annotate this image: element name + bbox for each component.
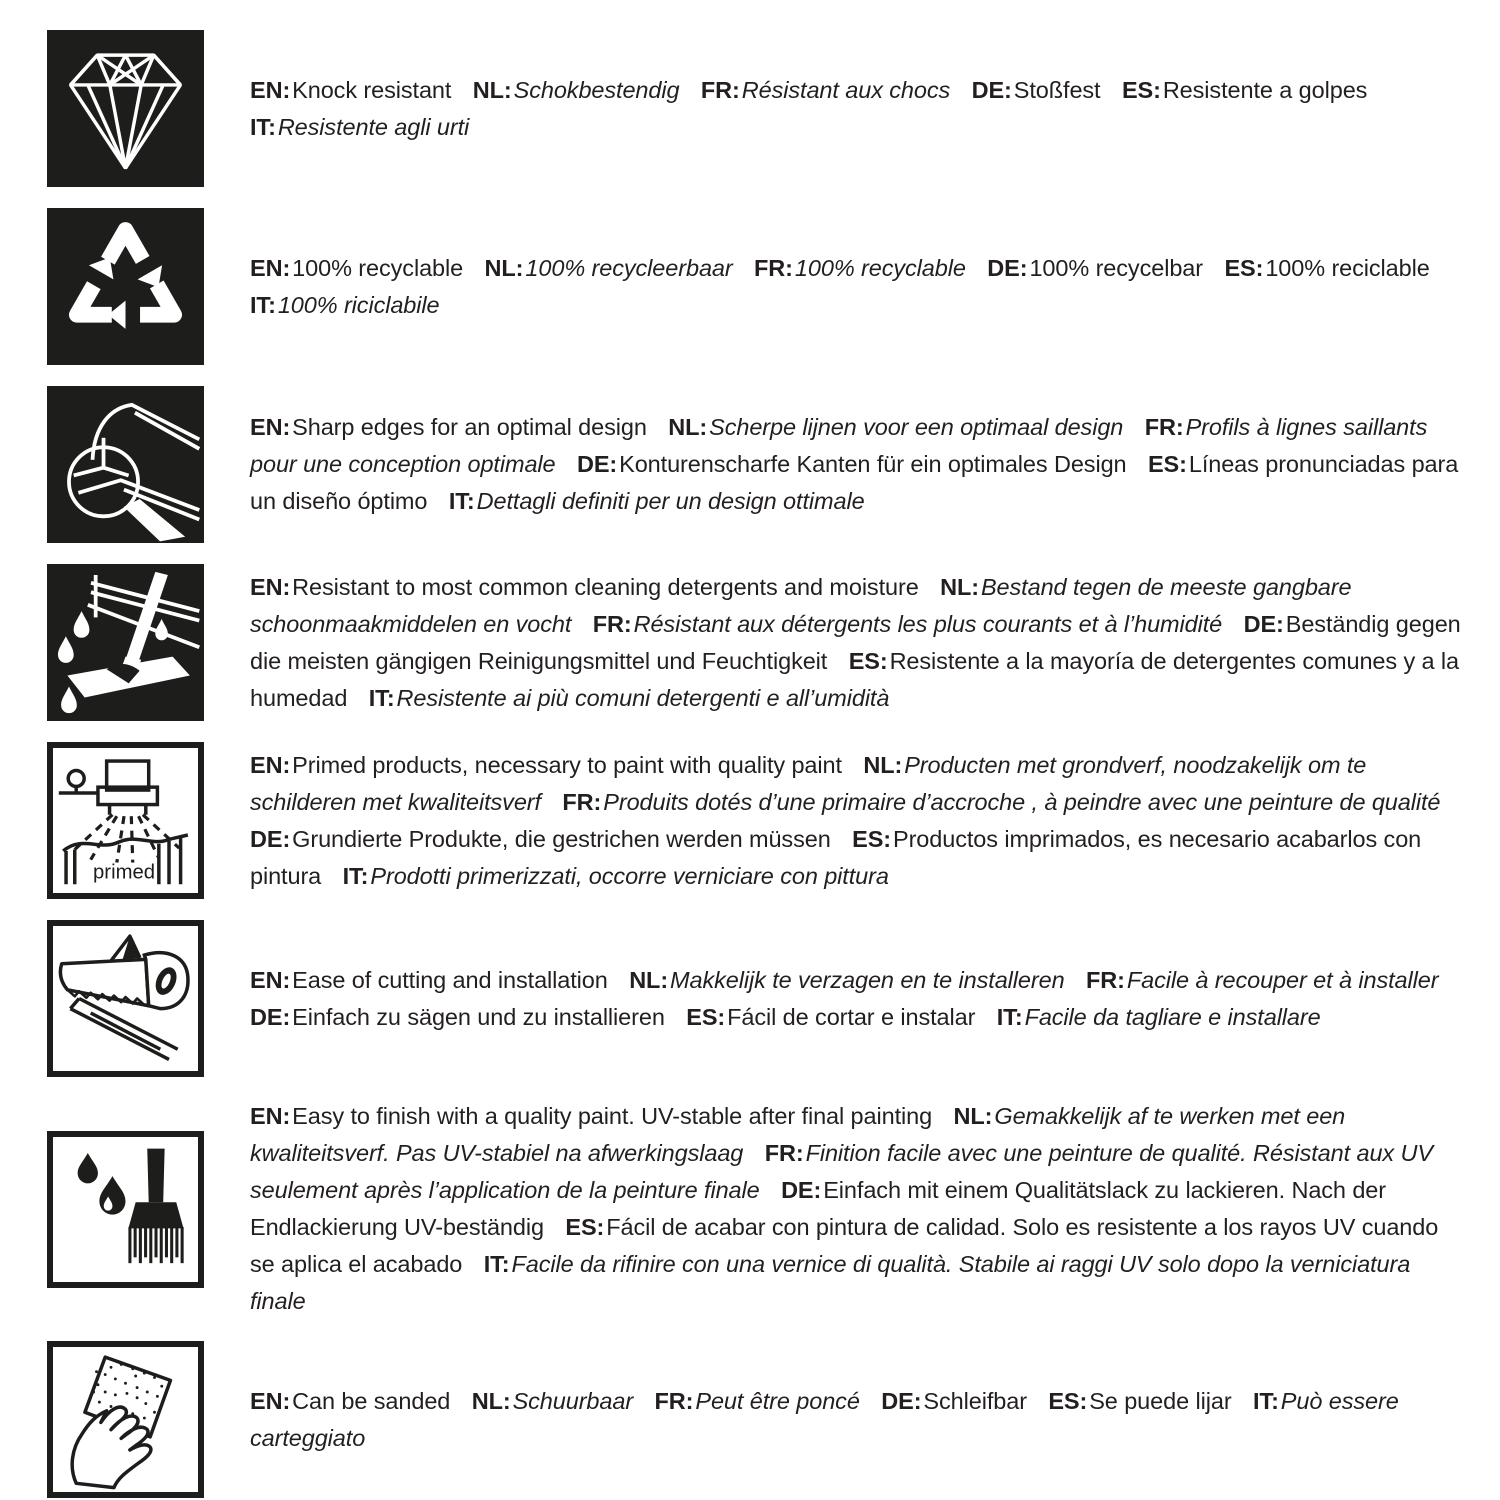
language-segment <box>369 685 890 711</box>
feature-text: Resistente ai più comuni detergenti e all’umidità <box>396 684 890 711</box>
feature-row <box>47 208 1462 365</box>
feature-text: Resistant to most common cleaning detergents and moisture <box>292 573 919 600</box>
feature-row <box>47 564 1462 721</box>
feature-text: Peut être poncé <box>695 1387 860 1414</box>
language-label: ES: <box>565 1214 605 1240</box>
feature-text: Résistant aux détergents les plus courants et à l’humidité <box>633 610 1223 637</box>
language-segment <box>250 77 451 103</box>
feature-description <box>250 409 1462 520</box>
feature-description <box>250 72 1462 146</box>
sanding-hand-icon-tile <box>47 1341 204 1498</box>
feature-text: Produits dotés d’une primaire d’accroche , à peindre avec une peinture de qualité <box>603 788 1441 815</box>
language-label: EN: <box>250 76 291 103</box>
language-segment <box>473 77 680 103</box>
feature-text: Einfach zu sägen und zu installieren <box>292 1003 665 1030</box>
language-segment <box>250 826 831 852</box>
language-label: IT: <box>250 291 276 318</box>
feature-text: Makkelijk te verzagen en te installeren <box>670 966 1065 993</box>
language-label: EN: <box>250 1387 291 1414</box>
language-segment <box>655 1388 860 1414</box>
feature-text: Se puede lijar <box>1089 1387 1232 1414</box>
language-label: DE: <box>971 76 1012 103</box>
language-label: NL: <box>629 966 669 993</box>
feature-text: Résistant aux chocs <box>741 76 951 103</box>
language-label: IT: <box>483 1251 510 1277</box>
feature-text: Finition facile avec une peinture de qualité. Résistant aux UV seulement après l’application de la peinture finale <box>250 1140 1433 1203</box>
language-label: NL: <box>940 573 979 600</box>
feature-text: Grundierte Produkte, die gestrichen werden müssen <box>292 825 831 852</box>
feature-text: 100% riciclabile <box>277 291 440 318</box>
language-segment <box>250 255 463 281</box>
mop-cleaning-icon-tile <box>47 564 204 721</box>
language-segment <box>754 255 966 281</box>
language-label: FR: <box>754 254 793 281</box>
language-label: EN: <box>250 414 291 440</box>
language-label: ES: <box>1048 1387 1088 1414</box>
feature-text: 100% recycelbar <box>1029 254 1203 281</box>
feature-text: Can be sanded <box>292 1387 451 1414</box>
feature-text: Beständig gegen die meisten gängigen Reinigungsmittel und Feuchtigkeit <box>250 610 1461 674</box>
feature-description <box>250 569 1462 717</box>
feature-text: 100% reciclable <box>1265 254 1430 281</box>
feature-text: Schleifbar <box>923 1387 1027 1414</box>
feature-text: Può essere carteggiato <box>250 1387 1399 1451</box>
feature-row <box>47 1341 1462 1498</box>
language-segment <box>250 1103 932 1129</box>
language-label: DE: <box>1243 610 1284 637</box>
feature-text: Productos imprimados, es necesario acabarlos con pintura <box>250 825 1422 889</box>
language-label: IT: <box>1252 1387 1279 1414</box>
language-segment <box>250 1388 450 1414</box>
language-segment <box>668 414 1123 440</box>
language-segment <box>987 255 1203 281</box>
language-segment <box>250 752 842 778</box>
language-segment <box>972 77 1101 103</box>
feature-text: Dettagli definiti per un design ottimale <box>476 488 865 514</box>
language-label: EN: <box>250 573 291 600</box>
language-label: FR: <box>654 1387 694 1414</box>
feature-text: Schokbestendig <box>513 76 680 103</box>
language-segment <box>472 1388 633 1414</box>
language-label: ES: <box>848 647 888 674</box>
feature-text: Facile da tagliare e installare <box>1024 1003 1321 1030</box>
primed-label: primed <box>93 861 156 884</box>
language-label: FR: <box>1085 966 1125 993</box>
language-label: DE: <box>987 254 1028 281</box>
feature-text: Konturenscharfe Kanten für ein optimales Design <box>619 451 1127 477</box>
language-segment <box>449 488 865 514</box>
feature-text: Prodotti primerizzati, occorre verniciare con pittura <box>370 862 889 889</box>
feature-row <box>47 920 1462 1077</box>
paint-brush-drops-icon-tile <box>47 1131 204 1288</box>
feature-description <box>250 250 1462 324</box>
feature-row <box>47 30 1462 187</box>
language-label: EN: <box>250 1103 291 1129</box>
language-segment <box>250 292 440 318</box>
feature-text: Primed products, necessary to paint with quality paint <box>292 751 842 778</box>
language-segment <box>577 451 1127 477</box>
sharp-edges-icon-tile <box>47 386 204 543</box>
language-label: NL: <box>484 254 524 281</box>
feature-text: Easy to finish with a quality paint. UV-stable after final painting <box>292 1103 933 1129</box>
language-label: IT: <box>342 862 369 889</box>
language-label: NL: <box>472 76 512 103</box>
feature-text: Ease of cutting and installation <box>292 966 608 993</box>
feature-text: Fácil de cortar e instalar <box>727 1003 976 1030</box>
language-label: DE: <box>881 1387 922 1414</box>
language-label: NL: <box>953 1103 993 1129</box>
feature-description <box>250 962 1462 1036</box>
saw-icon-tile <box>47 920 204 1077</box>
feature-text: Resistente a la mayoría de detergentes comunes y a la humedad <box>250 647 1460 711</box>
language-label: DE: <box>250 1003 291 1030</box>
language-segment <box>629 967 1064 993</box>
language-label: FR: <box>592 610 632 637</box>
feature-text: Bestand tegen de meeste gangbare schoonmaakmiddelen en vocht <box>250 573 1352 637</box>
language-label: ES: <box>852 825 891 852</box>
feature-description <box>250 1383 1462 1457</box>
language-segment <box>343 863 889 889</box>
language-segment <box>250 414 647 440</box>
feature-text: Resistente agli urti <box>277 113 470 140</box>
language-label: ES: <box>1147 451 1187 477</box>
language-segment <box>881 1388 1027 1414</box>
recycle-icon-tile <box>47 208 204 365</box>
feature-text: Gemakkelijk af te werken met een kwaliteitsverf. Pas UV-stabiel na afwerkingslaag <box>250 1103 1346 1166</box>
language-label: EN: <box>250 254 291 281</box>
language-segment <box>250 114 469 140</box>
language-label: IT: <box>996 1003 1023 1030</box>
language-label: EN: <box>250 751 291 778</box>
language-segment <box>701 77 950 103</box>
feature-text: Producten met grondverf, noodzakelijk om te schilderen met kwaliteitsverf <box>250 751 1367 815</box>
feature-text: Schuurbaar <box>512 1387 634 1414</box>
feature-row <box>47 742 1462 899</box>
language-label: DE: <box>250 825 291 852</box>
language-segment <box>1048 1388 1231 1414</box>
diamond-icon-tile <box>47 30 204 187</box>
language-label: FR: <box>1144 414 1184 440</box>
language-label: EN: <box>250 966 291 993</box>
language-label: FR: <box>562 788 602 815</box>
feature-text: Sharp edges for an optimal design <box>292 414 647 440</box>
language-segment <box>250 967 608 993</box>
feature-text: 100% recycleerbaar <box>525 254 733 281</box>
feature-text: Resistente a golpes <box>1162 76 1368 103</box>
primer-spray-icon <box>53 748 198 893</box>
language-label: FR: <box>700 76 740 103</box>
language-label: NL: <box>668 414 708 440</box>
sanding-hand-icon <box>53 1347 198 1492</box>
language-segment <box>485 255 733 281</box>
paint-brush-drops-icon <box>53 1137 198 1282</box>
feature-text: Profils à lignes saillants pour une conception optimale <box>250 414 1428 477</box>
sharp-edges-icon <box>47 386 204 543</box>
feature-text: Knock resistant <box>292 76 452 103</box>
feature-text: Scherpe lijnen voor een optimaal design <box>709 414 1124 440</box>
language-segment <box>593 611 1222 637</box>
primer-spray-icon-tile <box>47 742 204 899</box>
feature-row <box>47 1098 1462 1320</box>
language-label: ES: <box>686 1003 726 1030</box>
feature-text: Facile à recouper et à installer <box>1126 966 1439 993</box>
language-label: ES: <box>1224 254 1264 281</box>
feature-description <box>250 1098 1462 1320</box>
language-segment <box>250 1004 665 1030</box>
feature-list <box>47 30 1462 1498</box>
language-label: IT: <box>368 684 395 711</box>
language-segment <box>250 574 919 600</box>
feature-text: Einfach mit einem Qualitätslack zu lackieren. Nach der Endlackierung UV-beständig <box>250 1177 1387 1240</box>
language-label: IT: <box>448 488 475 514</box>
language-segment <box>997 1004 1321 1030</box>
language-segment <box>1224 255 1429 281</box>
language-segment <box>686 1004 975 1030</box>
diamond-icon <box>47 30 204 187</box>
mop-cleaning-icon <box>47 564 204 721</box>
language-label: DE: <box>576 451 618 477</box>
feature-text: Fácil de acabar con pintura de calidad. Solo es resistente a los rayos UV cuando se aplica el acabado <box>250 1214 1439 1277</box>
feature-description <box>250 747 1462 895</box>
feature-text: Stoßfest <box>1013 76 1101 103</box>
feature-text: Líneas pronunciadas para un diseño óptimo <box>250 451 1459 514</box>
feature-text: 100% recyclable <box>794 254 966 281</box>
language-segment <box>1122 77 1367 103</box>
feature-text: 100% recyclable <box>292 254 464 281</box>
saw-icon <box>53 926 198 1071</box>
feature-row <box>47 386 1462 543</box>
language-segment <box>562 789 1440 815</box>
language-label: ES: <box>1121 76 1161 103</box>
language-label: IT: <box>250 113 276 140</box>
language-label: DE: <box>781 1177 822 1203</box>
recycle-icon <box>47 208 204 365</box>
language-label: NL: <box>863 751 903 778</box>
language-label: NL: <box>471 1387 511 1414</box>
language-segment <box>1086 967 1438 993</box>
feature-text: Facile da rifinire con una vernice di qualità. Stabile ai raggi UV solo dopo la verniciatura finale <box>250 1251 1411 1314</box>
language-label: FR: <box>764 1140 804 1166</box>
